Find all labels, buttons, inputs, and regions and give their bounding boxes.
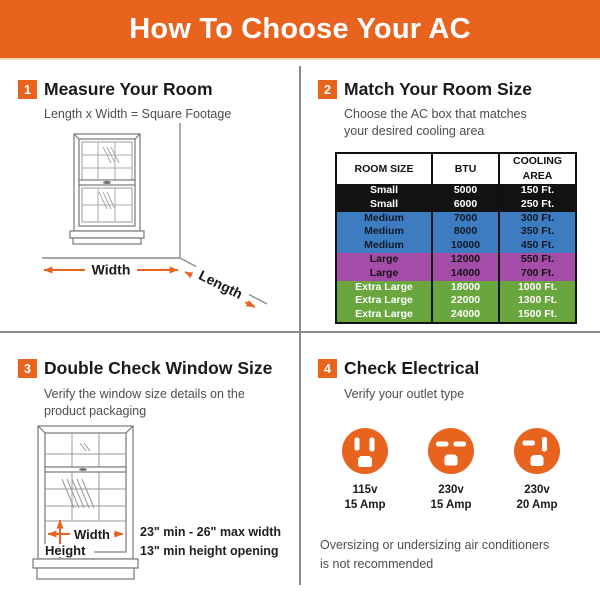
length-arrow [185, 264, 255, 307]
length-label: Length [196, 266, 246, 302]
table-row: Extra Large 24000 1500 Ft. [336, 308, 576, 323]
width-arrow [44, 261, 178, 278]
step-3-title: Double Check Window Size [44, 358, 273, 378]
step-1-header [18, 79, 213, 100]
window-drawing [70, 134, 144, 244]
height-label: Height [45, 543, 86, 558]
section-match-room-size [300, 59, 600, 331]
ac-size-table [335, 152, 577, 324]
outlet-115v-15a [326, 427, 404, 513]
outlet-115v-icon [341, 427, 389, 475]
sizing-recommendation-note: Oversizing or undersizing air conditioners is not recommended [320, 538, 550, 571]
table-row: Small 6000 250 Ft. [336, 198, 576, 212]
step-1-badge: 1 [18, 80, 37, 99]
outlet-230v-20a [498, 427, 576, 513]
height-label-group [43, 543, 94, 558]
room-corner-illustration [15, 121, 295, 321]
step-2-title: Match Your Room Size [344, 79, 532, 99]
width-label: Width [91, 261, 131, 278]
step-2-badge: 2 [318, 80, 337, 99]
step-3-badge: 3 [18, 359, 37, 378]
table-row: Large 14000 700 Ft. [336, 267, 576, 281]
outlet-230v-15a [412, 427, 490, 513]
width-label: Width [74, 527, 110, 542]
step-1-title: Measure Your Room [44, 79, 213, 99]
section-check-electrical [300, 333, 600, 600]
table-row: Medium 8000 350 Ft. [336, 225, 576, 239]
window-measurement-illustration [20, 416, 290, 596]
outlet-230v-20a-icon [513, 427, 561, 475]
header-cooling-area: COOLING AREA [499, 153, 576, 184]
table-row: Medium 10000 450 Ft. [336, 239, 576, 253]
page-title: How To Choose Your AC [129, 13, 471, 45]
step-2-header [318, 79, 532, 100]
header-btu: BTU [432, 153, 499, 184]
table-row: Large 12000 550 Ft. [336, 253, 576, 267]
table-row: Medium 7000 300 Ft. [336, 212, 576, 226]
table-row: Extra Large 22000 1300 Ft. [336, 294, 576, 308]
section-measure-room [0, 59, 300, 331]
outlet-230v-15a-label: 230v 15 Amp [430, 484, 472, 511]
table-row: Small 5000 150 Ft. [336, 184, 576, 198]
table-row: Extra Large 18000 1000 Ft. [336, 281, 576, 295]
step-4-title: Check Electrical [344, 358, 480, 378]
step-4-subtitle: Verify your outlet type [344, 387, 465, 401]
outlet-115v-label: 115v 15 Amp [344, 484, 386, 511]
step-2-subtitle: Choose the AC box that matches your desired cooling area [344, 107, 527, 138]
table-header-row [336, 153, 576, 184]
header-room-size: ROOM SIZE [336, 153, 432, 184]
window-size-note: 23" min - 26" max width 13" min height opening [140, 525, 282, 558]
step-3-header [18, 358, 272, 379]
outlet-230v-15a-icon [427, 427, 475, 475]
section-check-window-size [0, 333, 300, 600]
step-3-subtitle: Verify the window size details on the product packaging [44, 387, 245, 418]
outlet-230v-20a-label: 230v 20 Amp [516, 484, 558, 511]
outlet-icons-row [326, 427, 576, 513]
step-4-header [318, 358, 479, 379]
step-1-subtitle: Length x Width = Square Footage [44, 107, 232, 121]
header-bar [0, 0, 600, 60]
step-4-badge: 4 [318, 359, 337, 378]
